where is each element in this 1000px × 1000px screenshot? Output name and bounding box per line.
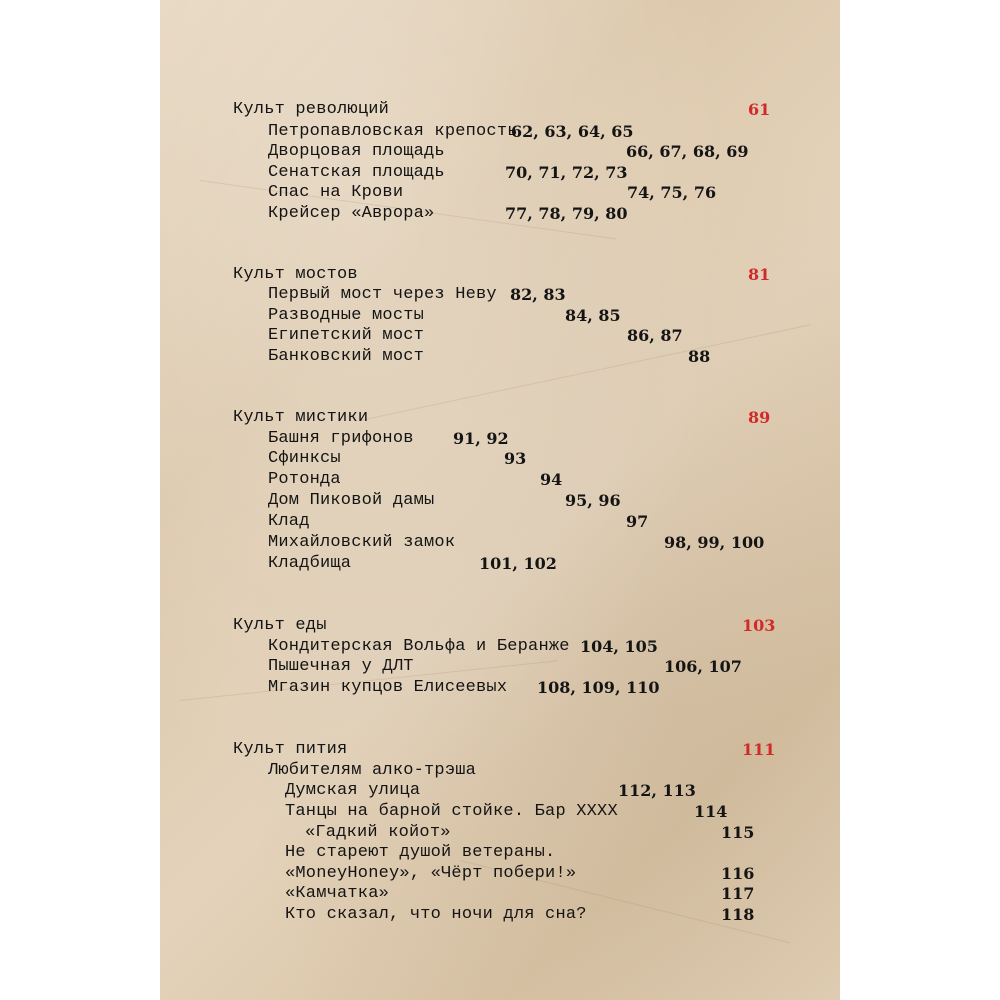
toc-entry-pages: 114 [694,802,728,821]
section-title: Культ пития [233,740,348,759]
toc-entry-pages: 91, 92 [453,429,509,448]
section-page-number: 103 [742,616,776,635]
toc-entry-label: Ротонда [268,470,341,489]
section-title: Культ революций [233,100,390,119]
toc-entry-label: «MoneyHoney», «Чёрт побери!» [285,864,577,883]
toc-entry-pages: 88 [688,347,711,366]
toc-entry-pages: 84, 85 [565,306,621,325]
toc-entry-label: Сфинксы [268,449,341,468]
toc-entry-pages: 82, 83 [510,285,566,304]
paper-page [160,0,840,1000]
toc-entry-pages: 93 [504,449,527,468]
section-title: Культ мистики [233,408,369,427]
toc-entry-label: Дворцовая площадь [268,142,445,161]
toc-entry-label: «Камчатка» [285,884,390,903]
toc-entry-pages: 106, 107 [664,657,742,676]
toc-entry-pages: 108, 109, 110 [537,678,660,697]
toc-entry-label: Дом Пиковой дамы [268,491,435,510]
toc-entry-label: Михайловский замок [268,533,456,552]
toc-entry-label: Танцы на барной стойке. Бар XXXX [285,802,618,821]
toc-entry-label: Любителям алко-трэша [268,761,477,780]
toc-entry-label: Кондитерская Вольфа и Беранже [268,637,570,656]
toc-entry-pages: 94 [540,470,563,489]
toc-entry-pages: 101, 102 [479,554,557,573]
toc-entry-label: Первый мост через Неву [268,285,497,304]
toc-entry-pages: 62, 63, 64, 65 [511,122,634,141]
toc-entry-pages: 86, 87 [627,326,683,345]
toc-entry-label: Кто сказал, что ночи для сна? [285,905,587,924]
toc-entry-pages: 98, 99, 100 [664,533,765,552]
toc-entry-label: Башня грифонов [268,429,414,448]
toc-entry-pages: 112, 113 [618,781,696,800]
section-page-number: 61 [748,100,771,119]
toc-entry-label: Сенатская площадь [268,163,445,182]
toc-entry-pages: 66, 67, 68, 69 [626,142,749,161]
toc-entry-pages: 117 [721,884,755,903]
section-page-number: 89 [748,408,771,427]
toc-entry-pages: 97 [626,512,649,531]
section-page-number: 81 [748,265,771,284]
toc-entry-pages: 77, 78, 79, 80 [505,204,628,223]
toc-entry-label: Думская улица [285,781,421,800]
section-title: Культ еды [233,616,327,635]
toc-entry-label: Пышечная у ДЛТ [268,657,414,676]
section-page-number: 111 [742,740,776,759]
toc-entry-label: «Гадкий койот» [305,823,451,842]
toc-entry-label: Банковский мост [268,347,425,366]
toc-entry-label: Спас на Крови [268,183,404,202]
toc-entry-label: Разводные мосты [268,306,425,325]
toc-entry-label: Петропавловская крепость [268,122,518,141]
toc-entry-label: Кладбища [268,554,352,573]
toc-entry-label: Крейсер «Аврора» [268,204,435,223]
section-title: Культ мостов [233,265,358,284]
toc-entry-label: Египетский мост [268,326,425,345]
toc-entry-label: Не стареют душой ветераны. [285,843,556,862]
toc-entry-pages: 74, 75, 76 [627,183,717,202]
table-of-contents [160,0,840,1000]
toc-entry-pages: 115 [721,823,755,842]
toc-entry-label: Мгазин купцов Елисеевых [268,678,508,697]
toc-entry-pages: 95, 96 [565,491,621,510]
toc-entry-pages: 70, 71, 72, 73 [505,163,628,182]
toc-entry-pages: 118 [721,905,755,924]
toc-entry-pages: 104, 105 [580,637,658,656]
toc-entry-pages: 116 [721,864,755,883]
toc-entry-label: Клад [268,512,310,531]
